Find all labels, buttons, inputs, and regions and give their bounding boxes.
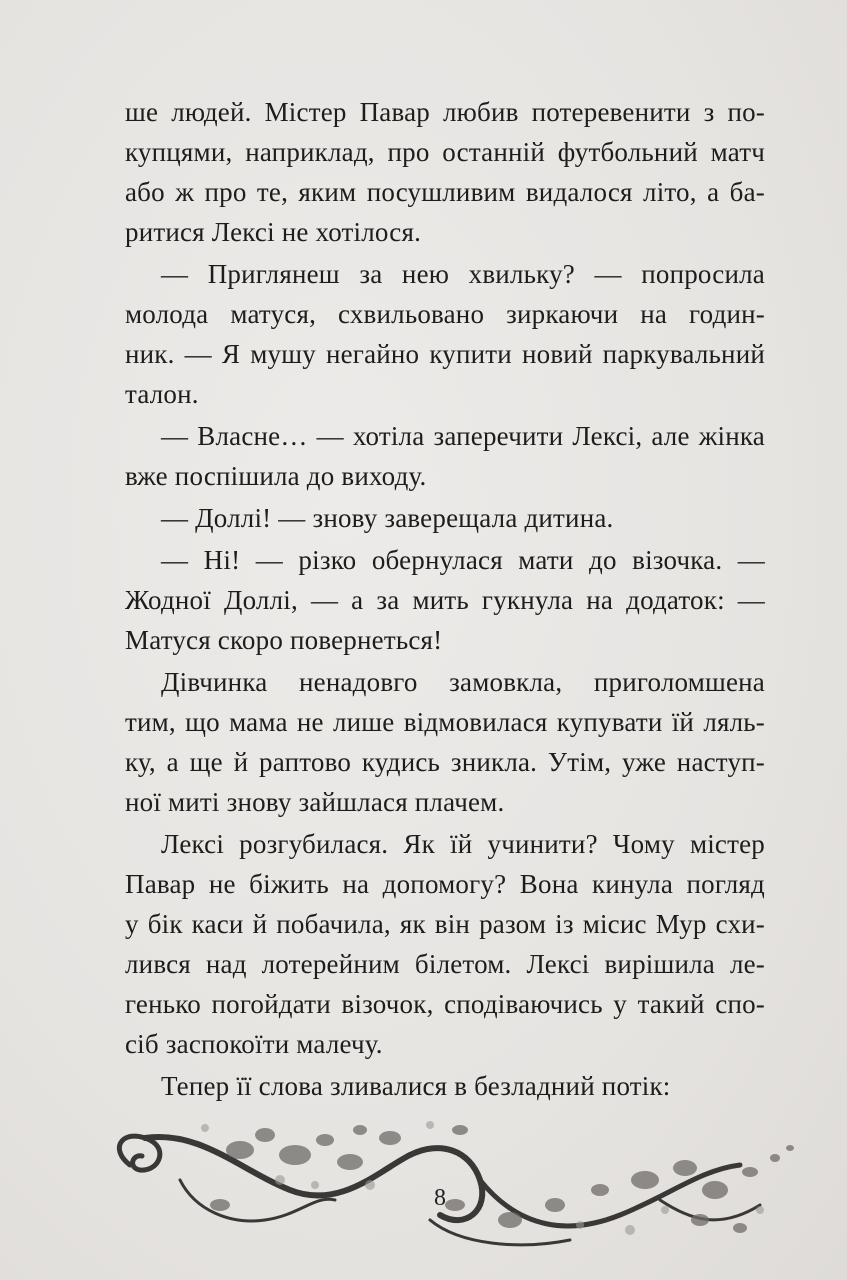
text-line: Лексі розгубилася. Як їй учинити? Чому містер bbox=[161, 829, 765, 859]
text-line: Жодної Доллі, — а за мить гукнула на додаток: — bbox=[125, 585, 765, 615]
text-line: лився над лотерейним білетом. Лексі вирішила ле- bbox=[125, 949, 765, 979]
text-line: — Власне… — хотіла заперечити Лексі, але жінка bbox=[161, 421, 765, 451]
text-line: ної миті знову зайшлася плачем. bbox=[125, 787, 505, 817]
text-line: вже поспішила до виходу. bbox=[125, 461, 427, 491]
text-line: у бік каси й побачила, як він разом із місис Мур схи- bbox=[125, 909, 765, 939]
text-line: купцями, наприклад, про останній футбольний матч bbox=[125, 137, 765, 167]
text-line: ник. — Я мушу негайно купити новий паркувальний bbox=[125, 339, 765, 369]
text-line: генько погойдати візочок, сподіваючись у такий спо- bbox=[125, 989, 765, 1019]
text-line: талон. bbox=[125, 379, 199, 409]
text-line: або ж про те, яким посушливим видалося літо, а ба- bbox=[125, 177, 765, 207]
text-line: тим, що мама не лише відмовилася купувати їй ляль- bbox=[125, 707, 765, 737]
text-line: ку, а ще й раптово кудись зникла. Утім, уже наступ- bbox=[125, 747, 765, 777]
text-line: сіб заспокоїти малечу. bbox=[125, 1029, 383, 1059]
text-line: Тепер її слова зливалися в безладний потік: bbox=[161, 1071, 671, 1101]
text-line: Павар не біжить на допомогу? Вона кинула погляд bbox=[125, 869, 765, 899]
text-line: — Ні! — різко обернулася мати до візочка. — bbox=[161, 545, 765, 575]
text-line: молода матуся, схвильовано зиркаючи на годин- bbox=[125, 299, 765, 329]
text-line: — Доллі! — знову заверещала дитина. bbox=[161, 503, 614, 533]
text-line: Матуся скоро повернеться! bbox=[125, 625, 443, 655]
page-number: 8 bbox=[434, 1185, 446, 1211]
text-line: Дівчинка ненадовго замовкла, приголомшена bbox=[161, 667, 765, 697]
text-line: ритися Лексі не хотілося. bbox=[125, 217, 422, 247]
text-line: ше людей. Містер Павар любив потеревенити з по- bbox=[125, 97, 765, 127]
text-line: — Приглянеш за нею хвильку? — попросила bbox=[161, 259, 765, 289]
